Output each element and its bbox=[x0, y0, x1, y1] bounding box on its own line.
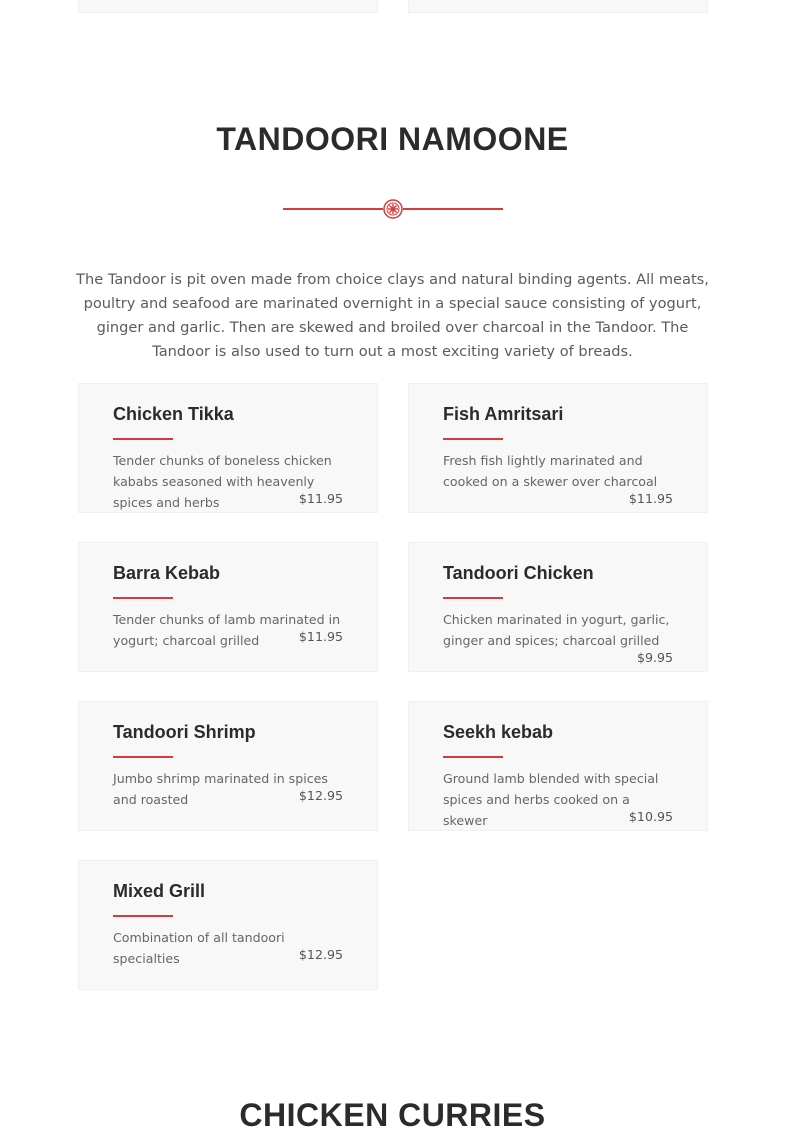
menu-item-underline bbox=[113, 438, 173, 440]
section-divider bbox=[283, 198, 503, 220]
menu-item-description-text: Ground lamb blended with special spices and herbs cooked on a skewer bbox=[443, 771, 659, 828]
next-section-title: CHICKEN CURRIES bbox=[239, 1097, 546, 1133]
menu-item-underline bbox=[113, 756, 173, 758]
menu-item-price: $11.95 bbox=[298, 491, 343, 506]
menu-item-card bbox=[408, 701, 708, 831]
menu-item-underline bbox=[113, 597, 173, 599]
section-intro: The Tandoor is pit oven made from choice clays and natural binding agents. All meats, poultry and seafood are marinated overnight in a special sauce consisting of yogurt, ginger and garlic. Then are skewed and broiled over charcoal in the Tandoor. The Tandoor is also used to turn out a most exciting variety of breads. bbox=[76, 271, 709, 360]
menu-item-underline bbox=[443, 597, 503, 599]
menu-item-card bbox=[78, 542, 378, 672]
ornament-star-icon bbox=[382, 198, 404, 220]
menu-item-price: $12.95 bbox=[298, 788, 343, 803]
menu-item-underline bbox=[443, 756, 503, 758]
menu-item-card bbox=[78, 383, 378, 513]
menu-item-name: Tandoori Shrimp bbox=[113, 722, 256, 742]
menu-item-underline bbox=[443, 438, 503, 440]
menu-item-card bbox=[78, 701, 378, 831]
previous-menu-card bbox=[78, 0, 378, 13]
section-title: TANDOORI NAMOONE bbox=[216, 121, 569, 157]
menu-item-price: $11.95 bbox=[298, 629, 343, 644]
menu-item-description-text: Chicken marinated in yogurt, garlic, ginger and spices; charcoal grilled bbox=[443, 612, 670, 648]
menu-item-card bbox=[408, 383, 708, 513]
menu-item-description bbox=[443, 450, 675, 492]
menu-item-name: Chicken Tikka bbox=[113, 404, 234, 424]
menu-item-description-text: Jumbo shrimp marinated in spices and roasted bbox=[113, 771, 328, 807]
menu-item-description-text: Combination of all tandoori specialties bbox=[113, 930, 285, 966]
menu-item-price: $11.95 bbox=[628, 491, 673, 506]
menu-item-price: $9.95 bbox=[636, 650, 673, 665]
menu-item-description-text: Fresh fish lightly marinated and cooked on a skewer over charcoal bbox=[443, 453, 658, 489]
menu-item-name: Mixed Grill bbox=[113, 881, 206, 901]
menu-item-name: Seekh kebab bbox=[443, 722, 554, 742]
menu-item-underline bbox=[113, 915, 173, 917]
previous-menu-card bbox=[408, 0, 708, 13]
menu-item-name: Tandoori Chicken bbox=[443, 563, 594, 583]
menu-item-card bbox=[78, 860, 378, 990]
menu-item-price: $12.95 bbox=[298, 947, 343, 962]
menu-item-card bbox=[408, 542, 708, 672]
menu-item-price: $10.95 bbox=[628, 809, 673, 824]
menu-item-description-text: Tender chunks of lamb marinated in yogurt; charcoal grilled bbox=[113, 612, 341, 648]
menu-item-description-text: Tender chunks of boneless chicken kababs seasoned with heavenly spices and herbs bbox=[113, 453, 332, 510]
menu-item-description bbox=[443, 609, 675, 651]
menu-item-name: Fish Amritsari bbox=[443, 404, 564, 424]
menu-item-name: Barra Kebab bbox=[113, 563, 221, 583]
